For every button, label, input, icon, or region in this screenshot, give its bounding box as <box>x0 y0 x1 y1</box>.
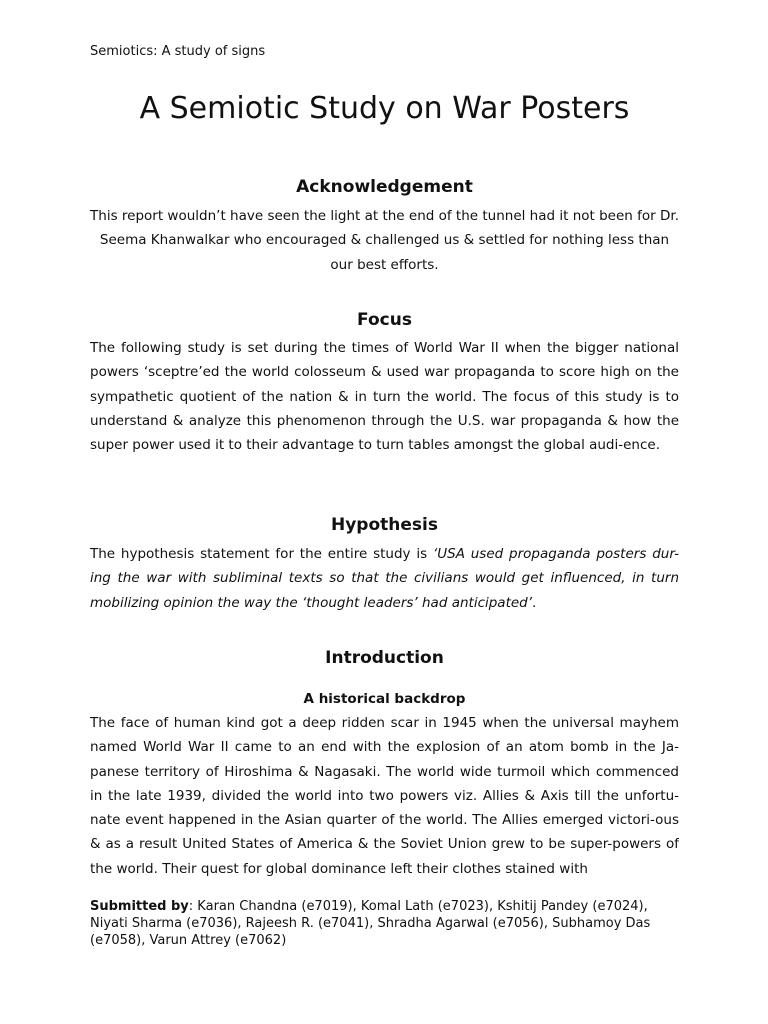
focus-text: The following study is set during the times of World War II when the bigger national powers ‘sceptre’ed the world colosseum & used war propaganda to score high on the sympathetic quotient of the nation & in turn the world. The focus of this study is to understand & analyze this phenomenon through the U.S. war propaganda & how the super power used it to their advantage to turn tables amongst the global audi-ence. <box>90 340 679 454</box>
submitted-by-label: Submitted by <box>90 899 189 914</box>
document-title: A Semiotic Study on War Posters <box>139 91 630 126</box>
submitted-by-authors: : Karan Chandna (e7019), Komal Lath (e7023), Kshitij Pandey (e7024), Niyati Sharma (e7036), Rajeesh R. (e7041), Shradha Agarwal (e7056), Subhamoy Das (e7058), Varun Attrey (e7062) <box>90 899 651 948</box>
hypothesis-text <box>90 542 679 615</box>
introduction-subheading: A historical backdrop <box>303 691 466 707</box>
hypothesis-heading: Hypothesis <box>331 515 438 535</box>
hypothesis-text-end: . <box>532 594 537 611</box>
acknowledgement-text: This report wouldn’t have seen the light at the end of the tunnel had it not been for Dr. Seema Khanwalkar who encouraged & challenged us & settled for nothing less than our best efforts. <box>90 208 679 273</box>
acknowledgement-heading: Acknowledgement <box>296 177 473 197</box>
hypothesis-statement: ‘USA used propaganda posters dur-ing the war with subliminal texts so that the civilians would get influenced, in turn mobilizing opinion the way the ‘thought leaders’ had anticipated’ <box>90 546 679 611</box>
running-header: Semiotics: A study of signs <box>90 44 266 59</box>
introduction-text: The face of human kind got a deep ridden scar in 1945 when the universal mayhem named World War II came to an end with the explosion of an atom bomb in the Ja-panese territory of Hiroshima & Nagasaki. The world wide turmoil which commenced in the late 1939, divided the world into two powers viz. Allies & Axis till the unfortu-nate event happened in the Asian quarter of the world. The Allies emerged victori-ous & as a result United States of America & the Soviet Union grew to be super-powers of the world. Their quest for global dominance left their clothes stained with <box>90 715 679 877</box>
introduction-heading: Introduction <box>325 648 444 668</box>
hypothesis-text-plain: The hypothesis statement for the entire study is <box>90 546 433 562</box>
focus-heading: Focus <box>357 310 412 330</box>
submitted-by <box>90 898 679 949</box>
